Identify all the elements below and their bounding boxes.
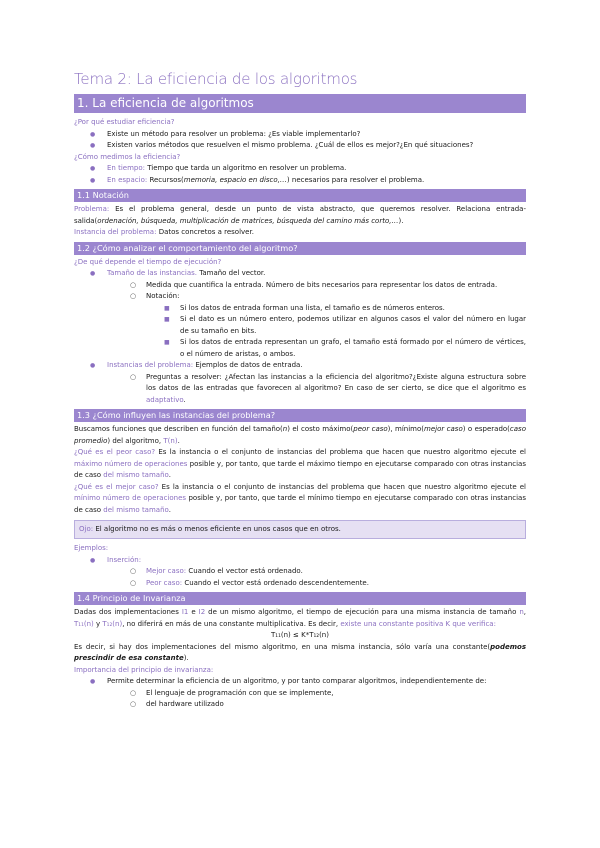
impl-term: I2 bbox=[198, 608, 206, 616]
definition-italic: ordenación, búsqueda, multiplicación de matrices, búsqueda del camino más corto,… bbox=[97, 216, 399, 225]
term-text: Ejemplos de datos de entrada. bbox=[193, 361, 303, 369]
text: posible y, por tanto, que tarde el máximo tiempo en ejecutarse comparado con otras instancias de caso bbox=[74, 459, 526, 479]
text: . bbox=[177, 436, 180, 445]
highlight-term: mínimo número de operaciones bbox=[74, 494, 187, 502]
list-item bbox=[74, 175, 526, 187]
adaptive-term: adaptativo bbox=[146, 395, 184, 404]
page-title: Tema 2: La eficiencia de los algoritmos bbox=[74, 70, 358, 88]
tn-term: T(n) bbox=[163, 436, 178, 445]
importance-label: Importancia del principio de invarianza: bbox=[74, 665, 214, 674]
text: ), mínimo( bbox=[387, 425, 425, 433]
best-case-label: ¿Qué es el mejor caso? bbox=[74, 482, 159, 491]
text-italic: n bbox=[282, 425, 288, 433]
notation-item: ■ Si los datos de entrada representan un grafo, el tamaño está formado por el número de vértices, o el número de aristas, o ambos. bbox=[74, 337, 526, 360]
formula: T₁₁(n) ≤ K*T₁₂(n) bbox=[271, 631, 329, 639]
notation-item: ■ Si los datos de entrada forman una lista, el tamaño es de números enteros. bbox=[74, 303, 526, 315]
text: , no diferirá en más de una constante multiplicativa. Es decir, bbox=[122, 619, 341, 628]
list-subitem: ○ El lenguaje de programación con que se implemente, bbox=[74, 688, 526, 700]
section-heading-1-3: 1.3 ¿Cómo influyen las instancias del problema? bbox=[74, 409, 526, 422]
list-item bbox=[74, 360, 526, 372]
text-italic: caso promedio bbox=[74, 425, 526, 445]
highlight-term: existe una constante positiva K que verifica: bbox=[340, 619, 496, 628]
list-item: ● Existen varios métodos que resuelven el mismo problema. ¿Cuál de ellos es mejor?¿En qué situaciones? bbox=[74, 140, 526, 152]
question-why-efficiency: ¿Por qué estudiar eficiencia? bbox=[74, 118, 175, 126]
examples-label: Ejemplos: bbox=[74, 544, 109, 552]
text: Es la instancia o el conjunto de instancias del problema que hacen que nuestro algoritmo ejecute el bbox=[158, 482, 526, 491]
t1-term: T₁₁(n) bbox=[74, 619, 94, 628]
list-item: ● Existe un método para resolver un problema: ¿Es viable implementarlo? bbox=[74, 129, 526, 141]
n-term: n bbox=[519, 608, 524, 616]
why-efficiency-list bbox=[74, 129, 526, 152]
note-text: El algoritmo no es más o menos eficiente en unos casos que en otros. bbox=[93, 525, 341, 533]
section-heading-1-4: 1.4 Principio de Invarianza bbox=[74, 592, 526, 605]
notation-item: ■ Si el dato es un número entero, podemos utilizar en algunos casos el valor del número en lugar de su tamaño en bits. bbox=[74, 314, 526, 337]
text: Es decir, si hay dos implementaciones del mismo algoritmo, en una misma instancia, sólo varía una constante( bbox=[74, 642, 491, 651]
term-label: Problema: bbox=[74, 205, 110, 213]
section-heading-1-1: 1.1 Notación bbox=[74, 189, 526, 202]
text: ) del algoritmo, bbox=[107, 436, 164, 445]
text: Dadas dos implementaciones bbox=[74, 608, 182, 616]
text: . bbox=[168, 505, 171, 514]
document-page bbox=[74, 70, 526, 711]
importance-list bbox=[74, 676, 526, 711]
text-italic: podemos prescindir de esa constante bbox=[74, 642, 526, 662]
term-text: Cuando el vector está ordenado descendentemente. bbox=[182, 578, 369, 587]
instance-definition bbox=[74, 227, 526, 239]
text-italic: mejor caso bbox=[424, 425, 463, 433]
subitem-text: Preguntas a resolver: ¿Afectan las instancias a la eficiencia del algoritmo?¿Existe alguna estructura sobre los datos de las entradas que favorecen al algoritmo? En caso de ser cierto, se dice que el algoritmo es bbox=[146, 372, 526, 392]
text: de un mismo algoritmo, el tiempo de ejecución para una misma instancia de tamaño bbox=[205, 608, 520, 616]
text: ) el costo máximo( bbox=[287, 425, 354, 433]
list-item bbox=[74, 163, 526, 175]
impl-term: I1 bbox=[181, 608, 189, 616]
list-subitem bbox=[74, 566, 526, 578]
list-subitem: ○ Medida que cuantifica la entrada. Número de bits necesarios para representar los datos de entrada. bbox=[74, 280, 526, 292]
term-label: En tiempo: bbox=[107, 164, 145, 172]
highlight-term: del mismo tamaño bbox=[103, 471, 169, 479]
note-label: Ojo: bbox=[79, 525, 94, 533]
t2-term: T₁₂(n) bbox=[102, 619, 123, 628]
question-how-measure: ¿Cómo medimos la eficiencia? bbox=[74, 152, 181, 161]
list-subitem: ○ del hardware utilizado bbox=[74, 699, 526, 711]
subitem-end: . bbox=[183, 395, 186, 404]
question-exec-time: ¿De qué depende el tiempo de ejecución? bbox=[74, 257, 222, 266]
term-label: Peor caso: bbox=[146, 578, 183, 587]
list-item: ● Permite determinar la eficiencia de un algoritmo, y por tanto comparar algoritmos, independientemente de: bbox=[74, 676, 526, 688]
text: e bbox=[188, 608, 199, 616]
term-label: Instancias del problema: bbox=[107, 361, 194, 369]
definition-text: Datos concretos a resolver. bbox=[156, 228, 254, 236]
text: ) o esperado( bbox=[462, 425, 510, 433]
note-box bbox=[74, 520, 526, 539]
definition-tail: ). bbox=[398, 216, 404, 225]
paragraph-constant bbox=[74, 642, 526, 665]
list-subitem: ○ Notación: bbox=[74, 291, 526, 303]
text: ). bbox=[183, 654, 189, 662]
list-item bbox=[74, 268, 526, 280]
text: , bbox=[523, 608, 526, 616]
highlight-term: máximo número de operaciones bbox=[74, 459, 188, 468]
paragraph-worst-case bbox=[74, 447, 526, 482]
term-label: Instancia del problema: bbox=[74, 228, 157, 236]
section-heading-1: 1. La eficiencia de algoritmos bbox=[74, 94, 526, 113]
paragraph-invariance bbox=[74, 607, 526, 630]
term-text: Recursos( bbox=[147, 175, 184, 184]
term-tail: ) necesarios para resolver el problema. bbox=[286, 175, 425, 184]
paragraph-best-case bbox=[74, 482, 526, 517]
worst-case-label: ¿Qué es el peor caso? bbox=[74, 448, 156, 456]
text: Buscamos funciones que describen en función del tamaño( bbox=[74, 425, 283, 433]
section-heading-1-2: 1.2 ¿Cómo analizar el comportamiento del algoritmo? bbox=[74, 242, 526, 255]
list-item: ● Inserción: bbox=[74, 555, 526, 567]
list-subitem bbox=[74, 372, 526, 407]
paragraph-cost-functions bbox=[74, 424, 526, 447]
term-text: Tiempo que tarda un algoritmo en resolver un problema. bbox=[144, 164, 347, 172]
list-subitem bbox=[74, 578, 526, 590]
text-italic: peor caso bbox=[353, 425, 388, 433]
highlight-term: del mismo tamaño bbox=[103, 505, 169, 514]
text: . bbox=[168, 471, 171, 479]
term-text: Tamaño del vector. bbox=[197, 269, 266, 277]
text: posible y, por tanto, que tarde el mínimo tiempo en ejecutarse comparado con otras instancias de caso bbox=[74, 494, 526, 514]
term-italic: memoria, espacio en disco,… bbox=[183, 175, 287, 184]
exec-time-list bbox=[74, 268, 526, 406]
text: Es la instancia o el conjunto de instancias del problema que hacen que nuestro algoritmo ejecute el bbox=[155, 448, 526, 456]
definition-text: Es el problema general, desde un punto de vista abstracto, que queremos resolver. Relaciona entrada-salida( bbox=[74, 205, 526, 225]
problem-definition bbox=[74, 204, 526, 227]
how-measure-list bbox=[74, 163, 526, 186]
term-label: En espacio: bbox=[107, 175, 148, 184]
text: y bbox=[93, 619, 103, 628]
examples-list bbox=[74, 555, 526, 590]
term-label: Tamaño de las instancias. bbox=[107, 269, 197, 277]
term-text: Cuando el vector está ordenado. bbox=[186, 567, 303, 575]
term-label: Mejor caso: bbox=[146, 567, 187, 575]
